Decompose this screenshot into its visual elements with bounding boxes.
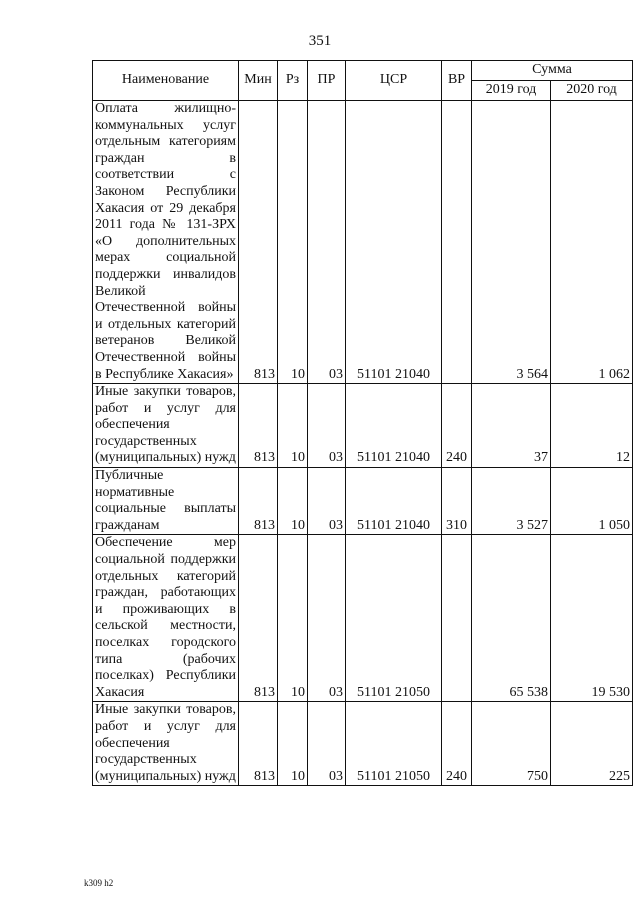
- row-min: 813: [239, 101, 278, 384]
- row-min: 813: [239, 535, 278, 702]
- row-name: Обеспечение мер социальной поддержки отдельных категорий граждан, работающих и проживающих в сельской местности, поселках городского типа (рабочих поселках) Республики Хакасия: [93, 535, 239, 702]
- row-2020: 12: [551, 384, 633, 468]
- row-vr: 240: [442, 384, 472, 468]
- footer-code: k309 h2: [84, 878, 114, 888]
- row-2019: 3 527: [472, 468, 551, 535]
- row-2020: 19 530: [551, 535, 633, 702]
- table-row: [93, 468, 633, 535]
- row-csr: 51101 21040: [346, 468, 442, 535]
- row-csr: 51101 21040: [346, 384, 442, 468]
- header-name: Наименование: [93, 61, 239, 101]
- row-csr: 51101 21050: [346, 535, 442, 702]
- row-vr: 310: [442, 468, 472, 535]
- header-rz: Рз: [278, 61, 308, 101]
- row-2020: 225: [551, 702, 633, 786]
- header-sum: Сумма: [472, 61, 633, 81]
- row-vr: 240: [442, 702, 472, 786]
- header-pr: ПР: [308, 61, 346, 101]
- row-pr: 03: [308, 468, 346, 535]
- row-min: 813: [239, 702, 278, 786]
- page-number: 351: [308, 33, 332, 49]
- table-row: [93, 384, 633, 468]
- header-min: Мин: [239, 61, 278, 101]
- row-pr: 03: [308, 535, 346, 702]
- row-min: 813: [239, 468, 278, 535]
- row-rz: 10: [278, 101, 308, 384]
- row-vr: [442, 535, 472, 702]
- row-pr: 03: [308, 101, 346, 384]
- budget-table: [92, 60, 633, 786]
- row-rz: 10: [278, 535, 308, 702]
- row-csr: 51101 21040: [346, 101, 442, 384]
- row-rz: 10: [278, 702, 308, 786]
- row-2019: 3 564: [472, 101, 551, 384]
- row-name: Иные закупки товаров, работ и услуг для обеспечения государственных (муниципальных) нужд: [93, 384, 239, 468]
- row-pr: 03: [308, 702, 346, 786]
- row-name: Иные закупки товаров, работ и услуг для обеспечения государственных (муниципальных) нужд: [93, 702, 239, 786]
- table-row: [93, 535, 633, 702]
- header-2020: 2020 год: [551, 81, 633, 101]
- row-rz: 10: [278, 384, 308, 468]
- row-pr: 03: [308, 384, 346, 468]
- row-name: Публичные нормативные социальные выплаты гражданам: [93, 468, 239, 535]
- header-2019: 2019 год: [472, 81, 551, 101]
- header-vr: ВР: [442, 61, 472, 101]
- row-2020: 1 062: [551, 101, 633, 384]
- row-2019: 37: [472, 384, 551, 468]
- row-vr: [442, 101, 472, 384]
- row-rz: 10: [278, 468, 308, 535]
- row-csr: 51101 21050: [346, 702, 442, 786]
- header-row-1: [93, 61, 633, 81]
- row-name: Оплата жилищно-коммунальных услуг отдельным категориям граждан в соответствии с Законом Республики Хакасия от 29 декабря 2011 года № 131-ЗРХ «О дополнительных мерах социальной поддержки инвалидов Великой Отечественной войны и отдельных категорий ветеранов Великой Отечественной войны в Республике Хакасия»: [93, 101, 239, 384]
- table-row: [93, 702, 633, 786]
- row-2019: 750: [472, 702, 551, 786]
- header-csr: ЦСР: [346, 61, 442, 101]
- table-row: [93, 101, 633, 384]
- row-2019: 65 538: [472, 535, 551, 702]
- row-2020: 1 050: [551, 468, 633, 535]
- row-min: 813: [239, 384, 278, 468]
